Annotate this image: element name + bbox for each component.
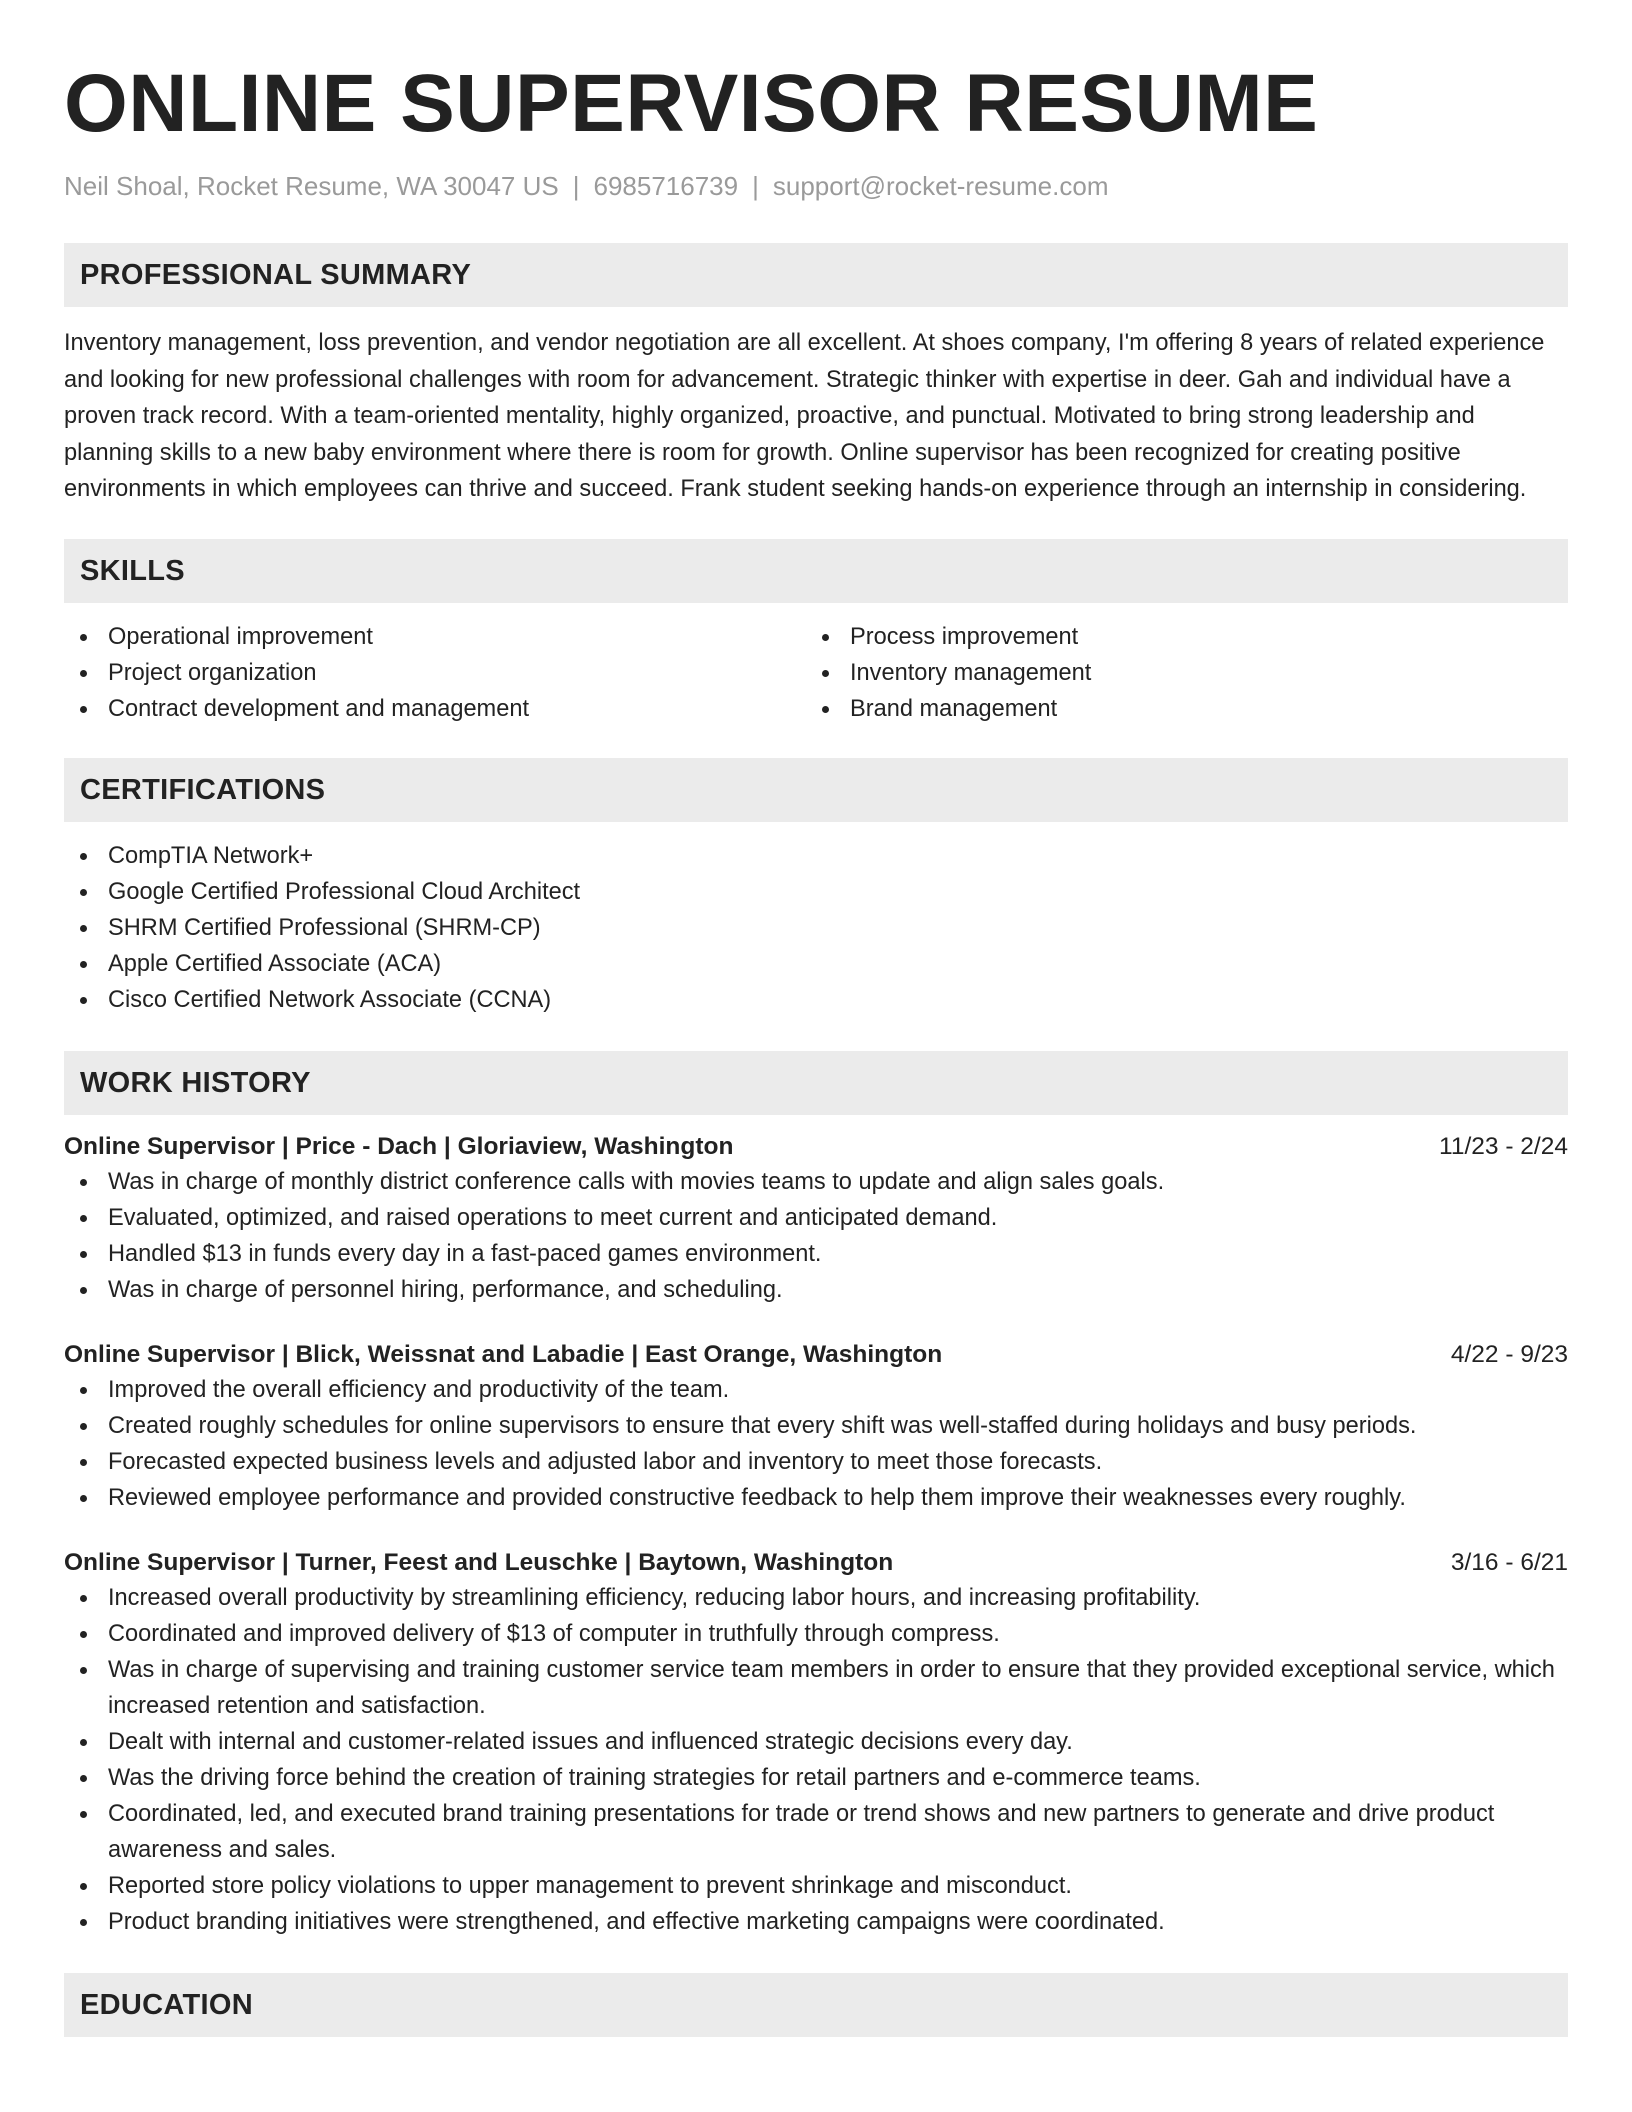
job-heading-row: [64, 1130, 1568, 1164]
job-bullet: Reported store policy violations to upper management to prevent shrinkage and misconduct.: [64, 1868, 1568, 1904]
section-header-work-history: WORK HISTORY: [64, 1051, 1568, 1115]
job-bullet: Was in charge of monthly district conference calls with movies teams to update and align sales goals.: [64, 1164, 1568, 1200]
certification-item: SHRM Certified Professional (SHRM-CP): [64, 910, 1568, 946]
job-title: Online Supervisor | Price - Dach | Gloriaview, Washington: [64, 1132, 734, 1160]
contact-separator: |: [752, 171, 759, 201]
certification-item: Google Certified Professional Cloud Architect: [64, 874, 1568, 910]
certification-item: Apple Certified Associate (ACA): [64, 946, 1568, 982]
job-heading-row: [64, 1338, 1568, 1372]
job-bullet: Dealt with internal and customer-related issues and influenced strategic decisions every day.: [64, 1724, 1568, 1760]
job-bullet: Handled $13 in funds every day in a fast-paced games environment.: [64, 1236, 1568, 1272]
job-bullet: Was in charge of personnel hiring, performance, and scheduling.: [64, 1272, 1568, 1308]
skills-grid: [64, 619, 1568, 727]
job-entry: [64, 1130, 1568, 1308]
job-bullet: Improved the overall efficiency and productivity of the team.: [64, 1372, 1568, 1408]
resume-page: [64, 0, 1568, 2037]
job-bullet: Evaluated, optimized, and raised operations to meet current and anticipated demand.: [64, 1200, 1568, 1236]
job-bullet: Product branding initiatives were strengthened, and effective marketing campaigns were coordinated.: [64, 1904, 1568, 1940]
skill-item: Process improvement: [806, 619, 1548, 655]
job-dates: 11/23 - 2/24: [1439, 1132, 1568, 1160]
job-bullet: Coordinated, led, and executed brand training presentations for trade or trend shows and new partners to generate and drive product awareness and sales.: [64, 1796, 1568, 1868]
job-dates: 4/22 - 9/23: [1450, 1340, 1568, 1368]
contact-email: support@rocket-resume.com: [772, 171, 1109, 201]
job-dates: 3/16 - 6/21: [1450, 1548, 1568, 1576]
certification-item: CompTIA Network+: [64, 838, 1568, 874]
job-bullet: Was the driving force behind the creation of training strategies for retail partners and e-commerce teams.: [64, 1760, 1568, 1796]
skill-item: Contract development and management: [64, 691, 806, 727]
section-header-summary: PROFESSIONAL SUMMARY: [64, 243, 1568, 307]
job-bullet: Coordinated and improved delivery of $13 of computer in truthfully through compress.: [64, 1616, 1568, 1652]
job-bullets: [64, 1372, 1568, 1516]
job-title: Online Supervisor | Blick, Weissnat and Labadie | East Orange, Washington: [64, 1340, 943, 1368]
job-bullets: [64, 1580, 1568, 1940]
skill-item: Inventory management: [806, 655, 1548, 691]
job-entry: [64, 1546, 1568, 1940]
summary-text: Inventory management, loss prevention, and vendor negotiation are all excellent. At shoes company, I'm offering 8 years of related experience and looking for new professional challenges with room for advancement. Strategic thinker with expertise in deer. Gah and individual have a proven track record. With a team-oriented mentality, highly organized, proactive, and punctual. Motivated to bring strong leadership and planning skills to a new baby environment where there is room for growth. Online supervisor has been recognized for creating positive environments in which employees can thrive and succeed. Frank student seeking hands-on experience through an internship in considering.: [64, 330, 1545, 502]
skill-item: Operational improvement: [64, 619, 806, 655]
job-entry: [64, 1338, 1568, 1516]
certification-item: Cisco Certified Network Associate (CCNA): [64, 982, 1568, 1018]
section-header-education: EDUCATION: [64, 1973, 1568, 2037]
job-bullet: Was in charge of supervising and training customer service team members in order to ensure that they provided exceptional service, which increased retention and satisfaction.: [64, 1652, 1568, 1724]
section-header-certifications: CERTIFICATIONS: [64, 758, 1568, 822]
skill-item: Project organization: [64, 655, 806, 691]
job-title: Online Supervisor | Turner, Feest and Leuschke | Baytown, Washington: [64, 1548, 894, 1576]
job-bullets: [64, 1164, 1568, 1308]
job-bullet: Created roughly schedules for online supervisors to ensure that every shift was well-staffed during holidays and busy periods.: [64, 1408, 1568, 1444]
job-bullet: Reviewed employee performance and provided constructive feedback to help them improve their weaknesses every roughly.: [64, 1480, 1568, 1516]
job-heading-row: [64, 1546, 1568, 1580]
resume-title: ONLINE SUPERVISOR RESUME: [64, 58, 1319, 149]
skills-list-left: [64, 619, 806, 727]
section-header-skills: SKILLS: [64, 539, 1568, 603]
skill-item: Brand management: [806, 691, 1548, 727]
job-bullet: Forecasted expected business levels and adjusted labor and inventory to meet those forecasts.: [64, 1444, 1568, 1480]
contact-separator: |: [572, 171, 580, 201]
contact-phone: 6985716739: [593, 171, 739, 201]
certifications-list: [64, 838, 1568, 1018]
skills-list-right: [806, 619, 1548, 727]
contact-address: Neil Shoal, Rocket Resume, WA 30047 US: [64, 171, 559, 201]
job-bullet: Increased overall productivity by streamlining efficiency, reducing labor hours, and increasing profitability.: [64, 1580, 1568, 1616]
contact-line: [64, 170, 1568, 202]
